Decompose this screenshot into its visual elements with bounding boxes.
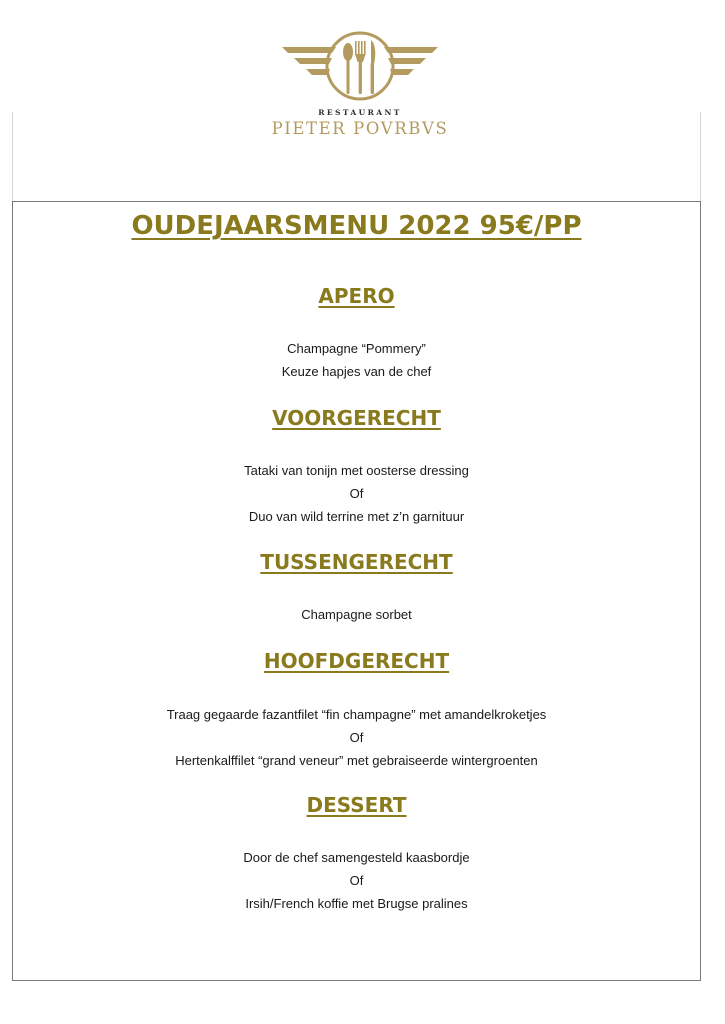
section-lines-dessert [13,846,700,915]
logo-name: PIETER POVRBVS [271,119,449,138]
menu-line: Keuze hapjes van de chef [281,364,432,379]
menu-line: Duo van wild terrine met z’n garnituur [248,509,465,524]
section-lines-tussengerecht [13,603,700,626]
menu-box [12,201,701,981]
menu-line: Of [349,873,364,888]
menu-line: Champagne “Pommery” [287,341,426,356]
section-title-tussengerecht: TUSSENGERECHT [260,550,453,574]
menu-line: Hertenkalffilet “grand veneur” met gebraiseerde wintergroenten [175,753,538,768]
page-border-left [12,112,13,202]
restaurant-logo [262,30,458,150]
section-title-dessert: DESSERT [306,793,407,817]
menu-line: Of [349,730,364,745]
section-title-apero: APERO [318,284,395,308]
menu-line: Traag gegaarde fazantfilet “fin champagne” met amandelkroketjes [166,707,547,722]
menu-title: OUDEJAARSMENU 2022 95€/PP [131,211,582,241]
section-lines-apero [13,337,700,383]
section-lines-voorgerecht [13,459,700,528]
menu-line: Champagne sorbet [301,607,412,622]
crossed-cutlery-wings-icon [280,30,440,102]
menu-line: Of [349,486,364,501]
section-lines-hoofdgerecht [13,703,700,772]
section-title-voorgerecht: VOORGERECHT [272,406,441,430]
logo-subtitle: RESTAURANT [318,108,402,117]
menu-line: Tataki van tonijn met oosterse dressing [244,463,469,478]
section-title-hoofdgerecht: HOOFDGERECHT [263,649,450,673]
menu-line: Irsih/French koffie met Brugse pralines [245,896,468,911]
page-border-right [700,112,701,202]
menu-line: Door de chef samengesteld kaasbordje [243,850,470,865]
